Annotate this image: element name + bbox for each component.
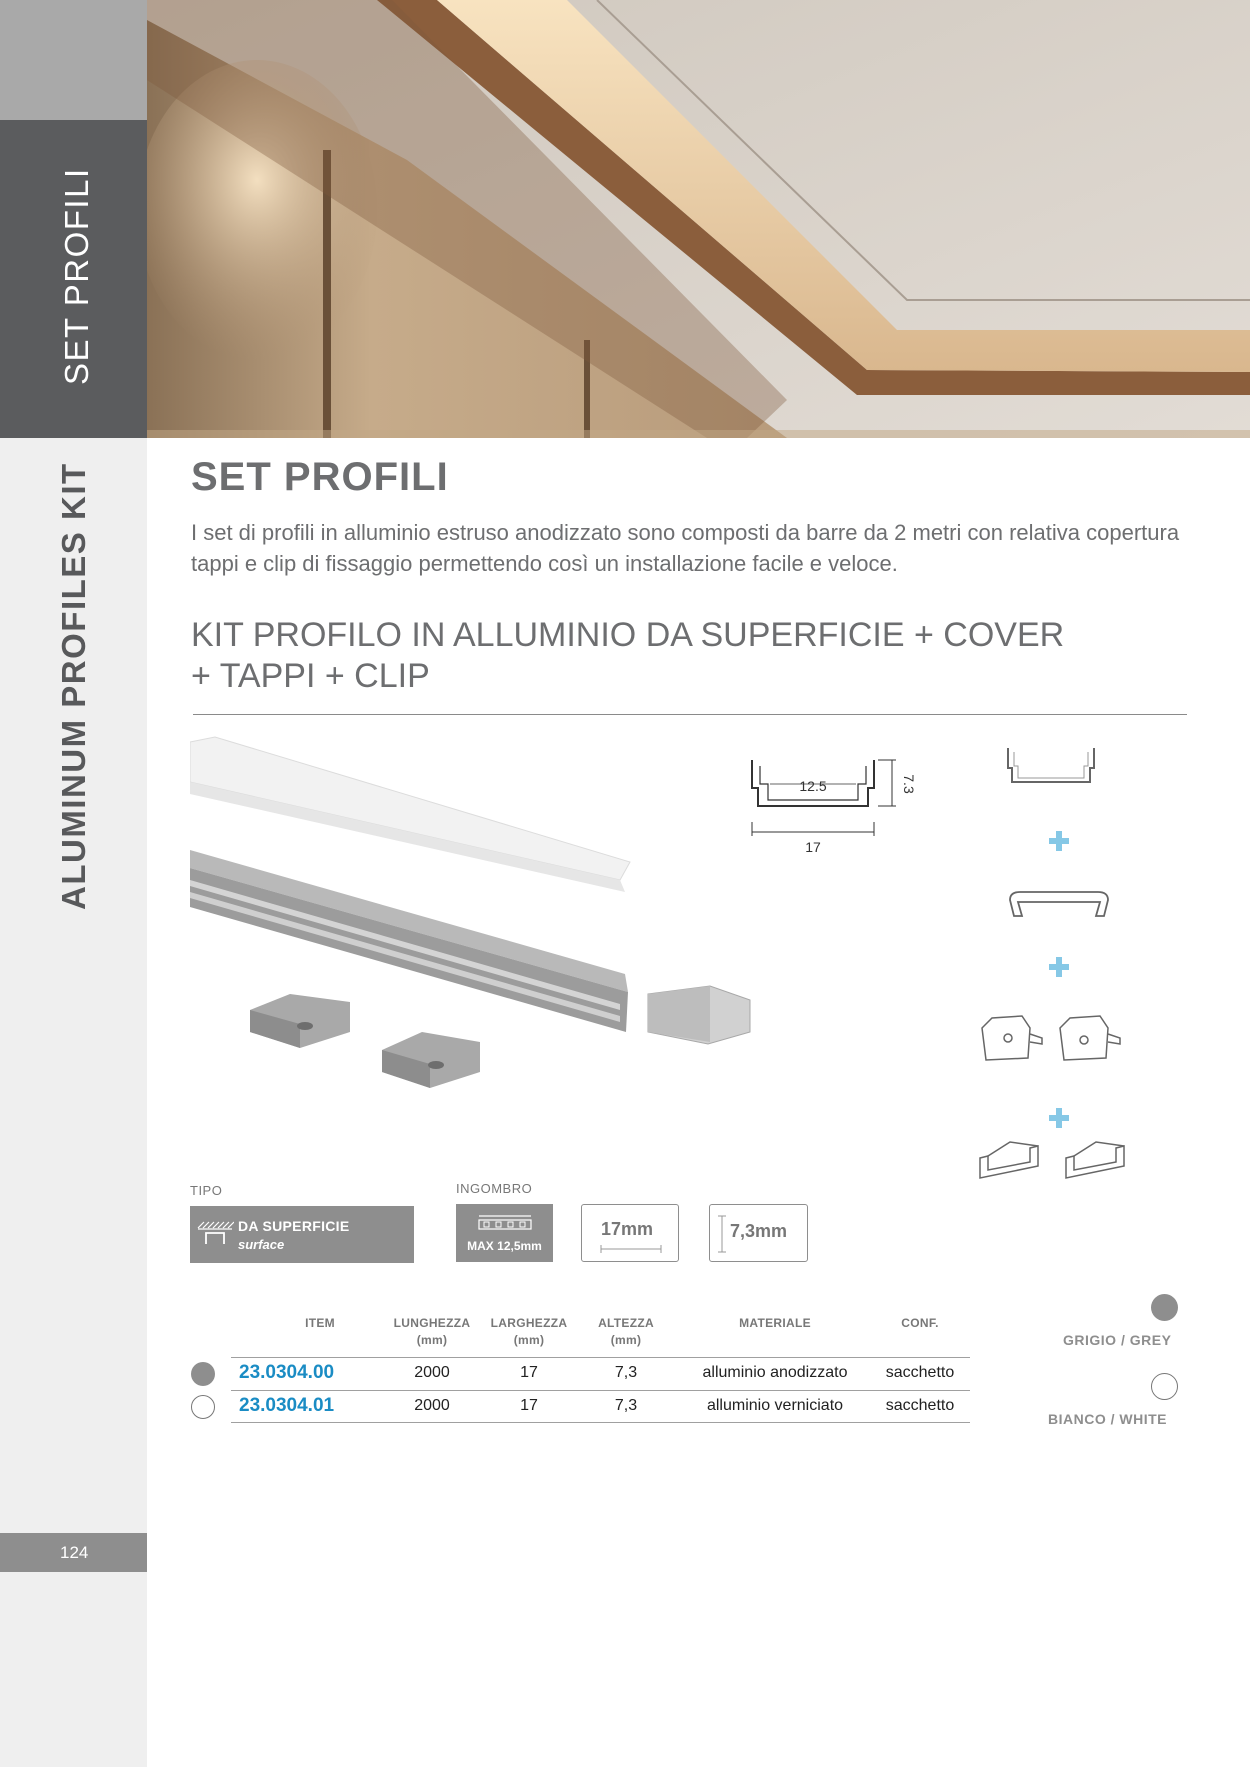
item-code[interactable]: 23.0304.00 <box>239 1362 335 1383</box>
grey-label: GRIGIO / GREY <box>1063 1332 1172 1348</box>
cell-width: 17 <box>520 1364 538 1381</box>
white-swatch <box>1151 1373 1178 1400</box>
clip-icon <box>980 1142 1124 1178</box>
ingombro-label: INGOMBRO <box>456 1181 533 1196</box>
ingombro-badge <box>456 1204 553 1262</box>
sidebar-vertical-title: ALUMINUM PROFILES KIT <box>55 462 92 910</box>
white-label: BIANCO / WHITE <box>1048 1411 1167 1427</box>
cell-length: 2000 <box>414 1364 450 1381</box>
item-code[interactable]: 23.0304.01 <box>239 1395 335 1416</box>
plus-icon <box>1049 957 1069 977</box>
height-badge <box>709 1204 808 1262</box>
tipo-label: TIPO <box>190 1183 223 1198</box>
cell-packaging: sacchetto <box>885 1364 955 1381</box>
tipo-badge <box>190 1206 414 1263</box>
page-number: 124 <box>0 1533 147 1572</box>
cover-icon <box>1010 892 1108 916</box>
hero-photo <box>147 0 1250 438</box>
plus-icon <box>1049 1108 1069 1128</box>
cell-material: alluminio verniciato <box>706 1397 844 1414</box>
col-header-width: LARGHEZZA (mm) <box>490 1316 568 1347</box>
intro-paragraph: I set di profili in alluminio estruso anodizzato sono composti da barre da 2 metri con relativa copertura tappi e clip di fissaggio permettendo così un installazione facile e veloce. <box>191 520 1180 576</box>
height-label: 7.3 <box>901 774 917 794</box>
inner-width-label: 12.5 <box>799 778 827 794</box>
product-heading-line-2: + TAPPI + CLIP <box>191 657 430 695</box>
col-header-length: LUNGHEZZA (mm) <box>393 1316 471 1347</box>
cell-height: 7,3 <box>614 1364 638 1381</box>
col-header-item: ITEM <box>305 1316 335 1330</box>
product-photo <box>190 732 770 1152</box>
profile-section-drawing <box>718 748 918 863</box>
col-header-height: ALTEZZA (mm) <box>598 1316 654 1347</box>
height-arrow-icon <box>718 1215 726 1253</box>
table-row <box>231 1390 970 1423</box>
tipo-value-en: surface <box>238 1237 285 1252</box>
col-header-packaging: CONF. <box>901 1316 939 1330</box>
col-header-material: MATERIALE <box>739 1316 811 1330</box>
cell-length: 2000 <box>414 1397 450 1414</box>
grey-swatch <box>1151 1294 1178 1321</box>
width-badge <box>581 1204 679 1262</box>
sidebar-top-block <box>0 0 147 120</box>
cell-material: alluminio anodizzato <box>702 1364 848 1381</box>
page-title: SET PROFILI <box>191 455 449 499</box>
cell-height: 7,3 <box>614 1397 638 1414</box>
table-row <box>231 1357 970 1390</box>
ingombro-value: MAX 12,5mm <box>467 1239 542 1253</box>
product-heading-line-1: KIT PROFILO IN ALLUMINIO DA SUPERFICIE + COVER <box>191 616 1065 654</box>
grey-color-dot <box>191 1362 215 1386</box>
cell-width: 17 <box>520 1397 538 1414</box>
surface-mount-icon <box>196 1220 234 1250</box>
product-heading <box>191 615 1191 697</box>
sidebar-section-label: SET PROFILI <box>58 167 95 385</box>
end-cap-icon <box>982 1016 1120 1060</box>
tipo-value: DA SUPERFICIE <box>238 1218 350 1234</box>
plus-icon <box>1049 831 1069 851</box>
heading-divider <box>193 714 1187 715</box>
white-color-dot <box>191 1395 215 1419</box>
outer-width-label: 17 <box>805 839 821 855</box>
height-value: 7,3mm <box>730 1221 788 1241</box>
width-value: 17mm <box>601 1219 654 1239</box>
width-arrow-icon <box>600 1245 662 1253</box>
profile-icon <box>1008 748 1094 782</box>
led-strip-icon <box>477 1214 533 1232</box>
cell-packaging: sacchetto <box>885 1397 955 1414</box>
kit-components-drawing <box>970 738 1150 1218</box>
